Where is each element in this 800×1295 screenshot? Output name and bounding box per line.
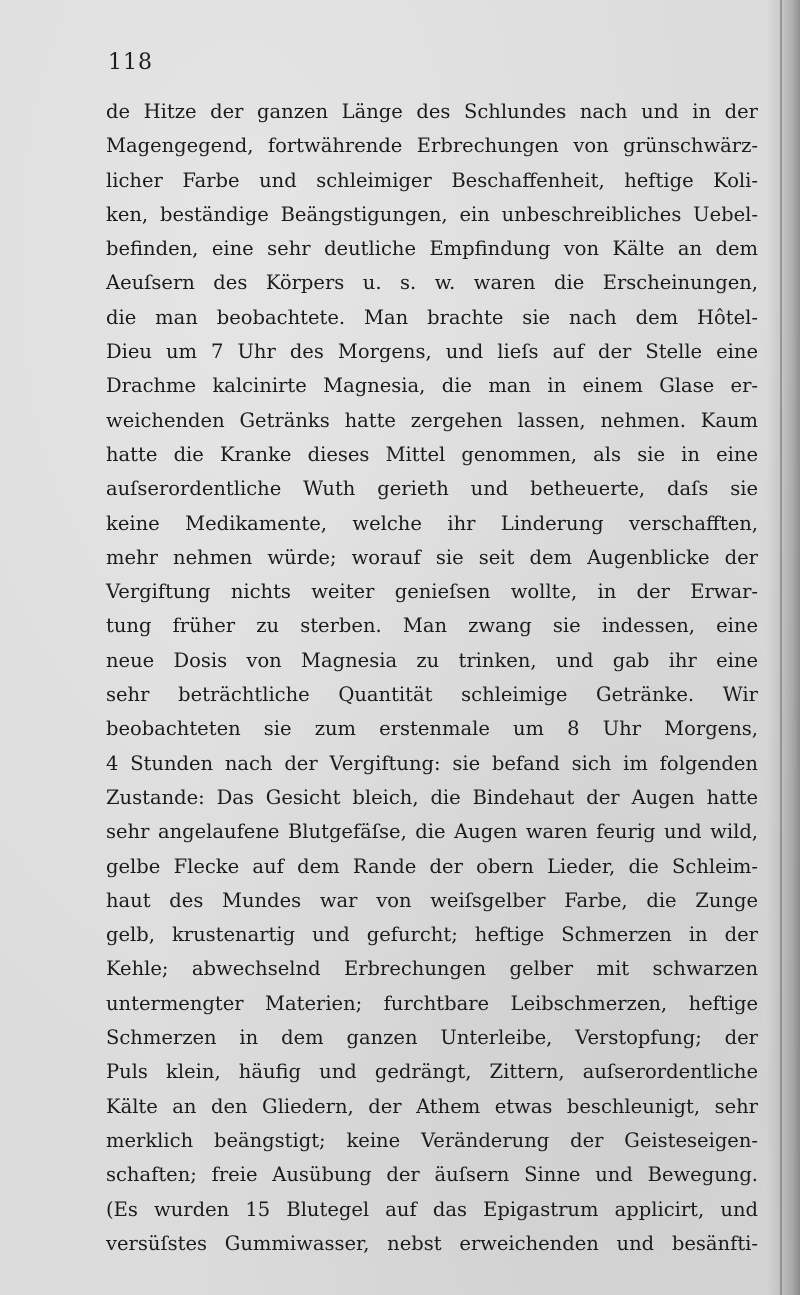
text-line: sehr beträchtliche Quantität schleimige Getränke. Wir (106, 683, 758, 707)
text-line: neue Dosis von Magnesia zu trinken, und gab ihr eine (106, 648, 758, 672)
text-line: Zustande: Das Gesicht bleich, die Bindehaut der Augen hatte (106, 785, 758, 809)
text-line: Aeuſsern des Körpers u. s. w. waren die Erscheinungen, (106, 271, 758, 295)
text-line: merklich beängstigt; keine Veränderung der Geisteseigen- (106, 1128, 758, 1152)
text-line: de Hitze der ganzen Länge des Schlundes nach und in der (106, 100, 758, 123)
text-line: versüſstes Gummiwasser, nebst erweichenden und besänfti- (106, 1231, 758, 1255)
text-line: 4 Stunden nach der Vergiftung: sie befand sich im folgenden (106, 751, 758, 775)
text-line: Schmerzen in dem ganzen Unterleibe, Verstopfung; der (106, 1026, 758, 1050)
text-line: haut des Mundes war von weiſsgelber Farbe, die Zunge (106, 888, 758, 912)
text-line: untermengter Materien; furchtbare Leibschmerzen, heftige (106, 991, 758, 1015)
text-line: licher Farbe und schleimiger Beschaffenheit, heftige Koli- (106, 168, 758, 192)
text-line: sehr angelaufene Blutgefäſse, die Augen waren feurig und wild, (106, 820, 758, 844)
text-line: hatte die Kranke dieses Mittel genommen, als sie in eine (106, 442, 758, 466)
page-edge-shadow (766, 0, 800, 1295)
text-line: tung früher zu sterben. Man zwang sie indessen, eine (106, 614, 758, 638)
page-number: 118 (108, 50, 153, 75)
text-line: ken, beständige Beängstigungen, ein unbeschreibliches Uebel- (106, 202, 758, 226)
text-line: Kälte an den Gliedern, der Athem etwas beschleunigt, sehr (106, 1094, 758, 1118)
text-line: Kehle; abwechselnd Erbrechungen gelber mit schwarzen (106, 957, 758, 981)
text-line: gelb, krustenartig und gefurcht; heftige Schmerzen in der (106, 923, 758, 947)
text-line: keine Medikamente, welche ihr Linderung verschafften, (106, 511, 758, 535)
text-line: gelbe Flecke auf dem Rande der obern Lieder, die Schleim- (106, 854, 758, 878)
text-line: Magengegend, fortwährende Erbrechungen von grünschwärz- (106, 134, 758, 158)
body-text (106, 95, 758, 1261)
text-line: (Es wurden 15 Blutegel auf das Epigastrum applicirt, und (106, 1197, 758, 1221)
text-line: auſserordentliche Wuth gerieth und betheuerte, daſs sie (106, 477, 758, 501)
text-line: Vergiftung nichts weiter genieſsen wollte, in der Erwar- (106, 580, 758, 604)
text-line: Dieu um 7 Uhr des Morgens, und lieſs auf der Stelle eine (106, 340, 758, 364)
text-line: schaften; freie Ausübung der äuſsern Sinne und Bewegung. (106, 1163, 758, 1187)
text-line: befinden, eine sehr deutliche Empfindung von Kälte an dem (106, 237, 758, 261)
page-edge-line (780, 0, 782, 1295)
text-line: Puls klein, häufig und gedrängt, Zittern, auſserordentliche (106, 1060, 758, 1084)
text-line: beobachteten sie zum erstenmale um 8 Uhr Morgens, (106, 717, 758, 741)
text-line: die man beobachtete. Man brachte sie nach dem Hôtel- (106, 305, 758, 329)
text-line: weichenden Getränks hatte zergehen lassen, nehmen. Kaum (106, 408, 758, 432)
text-line: mehr nehmen würde; worauf sie seit dem Augenblicke der (106, 545, 758, 569)
text-line: Drachme kalcinirte Magnesia, die man in einem Glase er- (106, 374, 758, 398)
